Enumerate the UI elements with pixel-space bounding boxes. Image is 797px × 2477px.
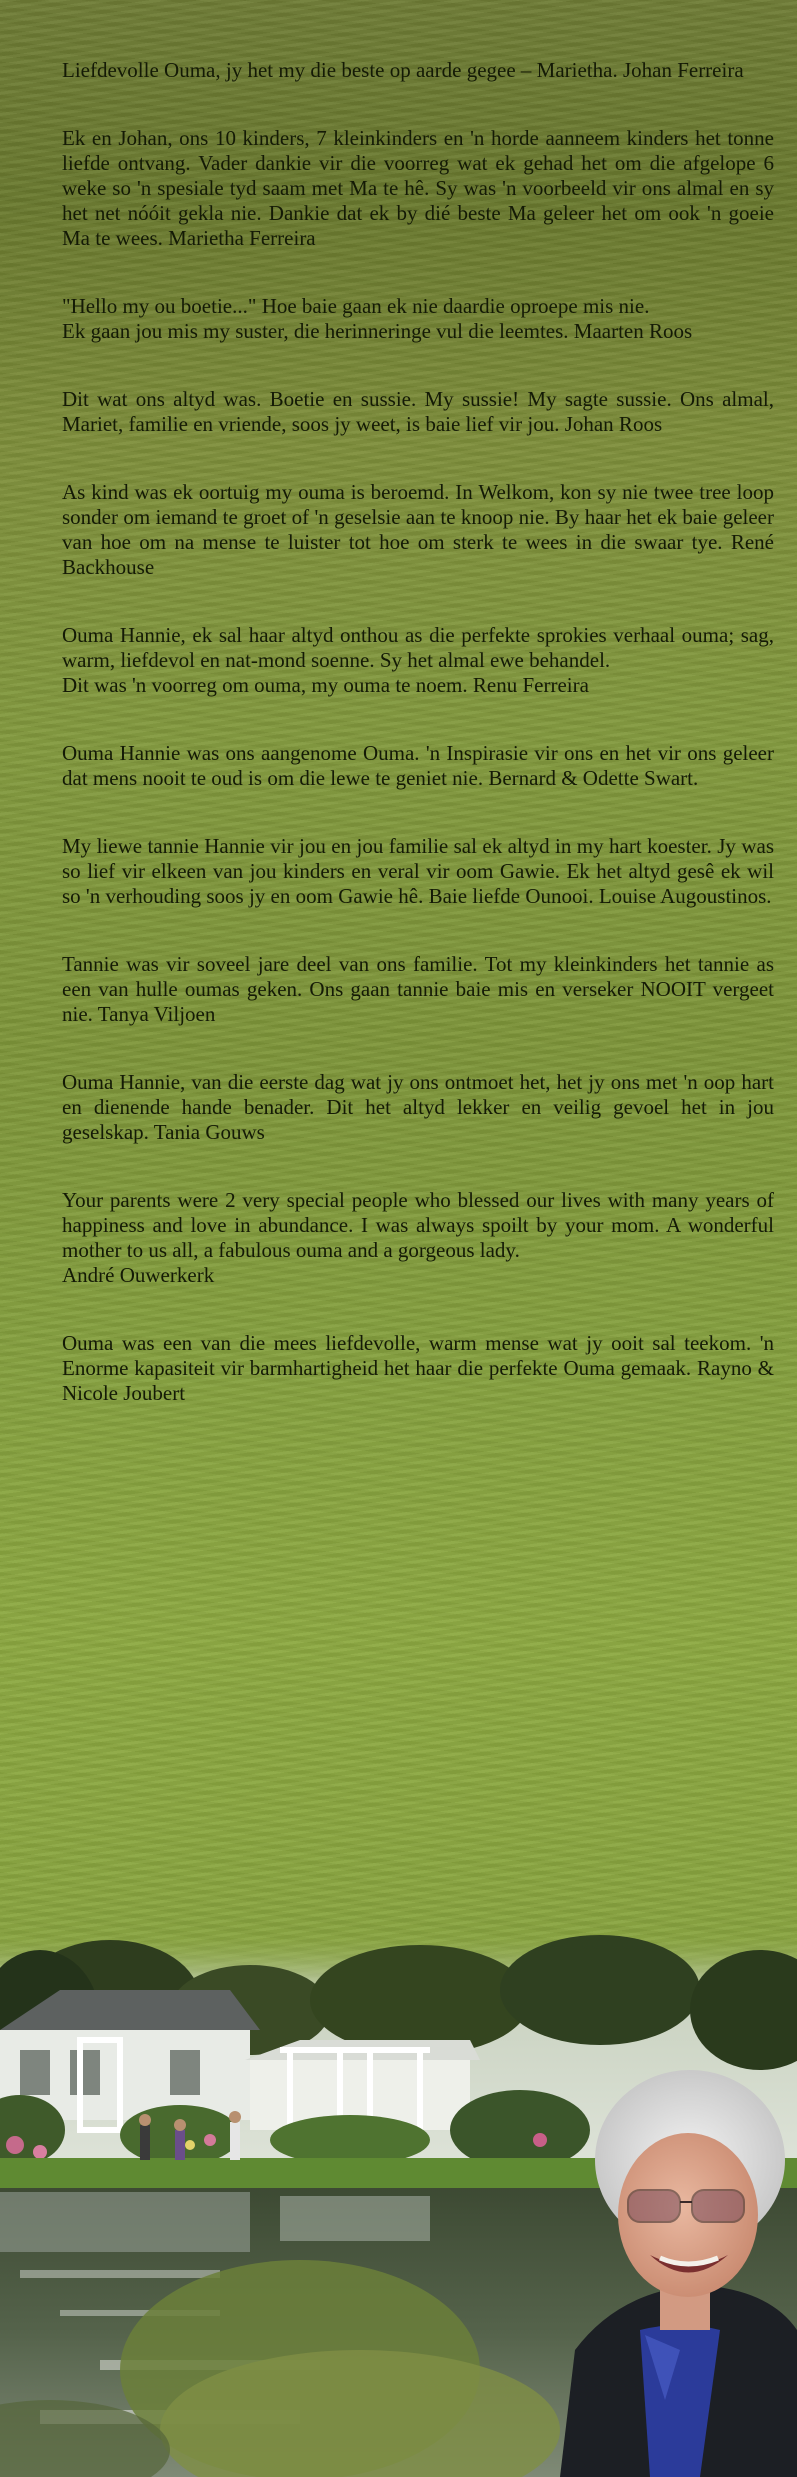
tribute-5 xyxy=(62,480,774,580)
tribute-3 xyxy=(62,294,774,344)
tribute-line: Ouma Hannie was ons aangenome Ouma. 'n Inspirasie vir ons en het vir ons geleer dat mens nooit te oud is om die lewe te geniet nie. Bernard & Odette Swart. xyxy=(62,741,774,790)
tribute-2 xyxy=(62,126,774,251)
tribute-6 xyxy=(62,623,774,698)
tribute-line: André Ouwerkerk xyxy=(62,1263,215,1287)
tribute-line: Tannie was vir soveel jare deel van ons familie. Tot my kleinkinders het tannie as een van hulle oumas geken. Ons gaan tannie baie mis en verseker NOOIT vergeet nie. Tanya Viljoen xyxy=(62,952,774,1026)
tribute-line: Ouma was een van die mees liefdevolle, warm mense wat jy ooit sal teekom. 'n Enorme kapasiteit vir barmhartigheid het haar die perfekte Ouma gemaak. Rayno & Nicole Joubert xyxy=(62,1331,774,1405)
tribute-line: Dit was 'n voorreg om ouma, my ouma te noem. Renu Ferreira xyxy=(62,673,589,697)
tribute-line: "Hello my ou boetie..." Hoe baie gaan ek nie daardie oproepe mis nie. xyxy=(62,294,650,318)
tribute-8 xyxy=(62,834,774,909)
tribute-line: Liefdevolle Ouma, jy het my die beste op aarde gegee – Marietha. Johan Ferreira xyxy=(62,58,744,82)
tribute-line: Ek en Johan, ons 10 kinders, 7 kleinkinders en 'n horde aanneem kinders het tonne liefde ontvang. Vader dankie vir die voorreg wat ek gehad het om die afgelope 6 weke so 'n spesiale tyd saam met Ma te hê. Sy was 'n voorbeeld vir ons almal en sy het net nóóit gekla nie. Dankie dat ek by dié beste Ma geleer het om ook 'n goeie Ma te wees. Marietha Ferreira xyxy=(62,126,774,250)
tribute-12 xyxy=(62,1331,774,1406)
tribute-11 xyxy=(62,1188,774,1288)
tribute-line: Ek gaan jou mis my suster, die herinneringe vul die leemtes. Maarten Roos xyxy=(62,319,693,343)
garden-illustration xyxy=(0,1930,797,2477)
tribute-9 xyxy=(62,952,774,1027)
tribute-list xyxy=(62,58,774,1449)
tribute-line: Your parents were 2 very special people who blessed our lives with many years of happiness and love in abundance. I was always spoilt by your mom. A wonderful mother to us all, a fabulous ouma and a gorgeous lady. xyxy=(62,1188,774,1262)
tribute-line: Dit wat ons altyd was. Boetie en sussie. My sussie! My sagte sussie. Ons almal, Mariet, familie en vriende, soos jy weet, is baie lief vir jou. Johan Roos xyxy=(62,387,774,436)
tribute-7 xyxy=(62,741,774,791)
tribute-line: As kind was ek oortuig my ouma is beroemd. In Welkom, kon sy nie twee tree loop sonder om iemand te groet of 'n geselsie aan te knoop nie. By haar het ek baie geleer van hoe om na mense te luister tot hoe om sterk te wees in die swaar tye. René Backhouse xyxy=(62,480,774,579)
tribute-line: Ouma Hannie, van die eerste dag wat jy ons ontmoet het, het jy ons met 'n oop hart en dienende hande benader. Dit het altyd lekker en veilig gevoel het in jou geselskap. Tania Gouws xyxy=(62,1070,774,1144)
tribute-4 xyxy=(62,387,774,437)
tribute-1 xyxy=(62,58,774,83)
tribute-line: My liewe tannie Hannie vir jou en jou familie sal ek altyd in my hart koester. Jy was so lief vir elkeen van jou kinders en veral vir oom Gawie. Ek het altyd gesê ek wil so 'n verhouding soos jy en oom Gawie hê. Baie liefde Ounooi. Louise Augoustinos. xyxy=(62,834,774,908)
garden-photo xyxy=(0,1930,797,2477)
tribute-10 xyxy=(62,1070,774,1145)
tribute-line: Ouma Hannie, ek sal haar altyd onthou as die perfekte sprokies verhaal ouma; sag, warm, liefdevol en nat-mond soenne. Sy het almal ewe behandel. xyxy=(62,623,774,672)
